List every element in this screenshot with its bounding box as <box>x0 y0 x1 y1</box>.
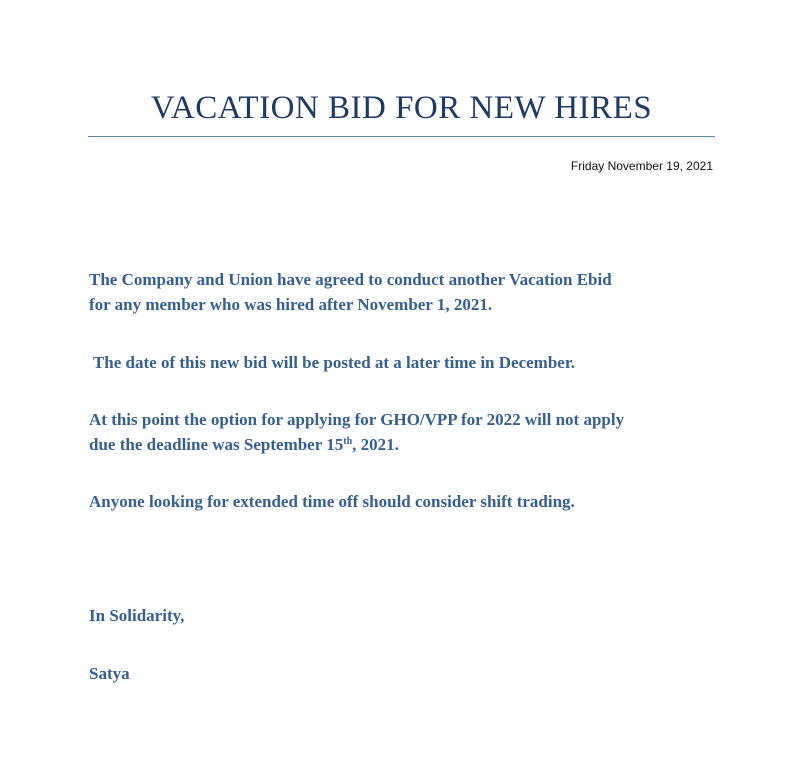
deadline-text: due the deadline was September 15 <box>89 435 344 454</box>
paragraph-bid-date: The date of this new bid will be posted at a later time in December. <box>89 353 576 372</box>
paragraph-agreement <box>89 267 729 317</box>
ordinal-suffix: th <box>343 436 353 447</box>
paragraph-shift-trading: Anyone looking for extended time off should consider shift trading. <box>89 492 575 511</box>
paragraph-gho-vpp-line-2 <box>89 432 729 457</box>
signature-name: Satya <box>89 664 130 683</box>
paragraph-gho-vpp-line-1: At this point the option for applying for GHO/VPP for 2022 will not apply <box>89 410 625 429</box>
document-title: VACATION BID FOR NEW HIRES <box>150 90 653 126</box>
paragraph-agreement-line-1: The Company and Union have agreed to conduct another Vacation Ebid <box>89 270 612 289</box>
document-date: Friday November 19, 2021 <box>570 159 713 173</box>
deadline-year: , 2021. <box>352 435 399 454</box>
title-underline <box>88 136 715 137</box>
paragraph-gho-vpp <box>89 407 729 457</box>
paragraph-agreement-line-2: for any member who was hired after November 1, 2021. <box>89 295 493 314</box>
closing-line: In Solidarity, <box>89 606 185 625</box>
